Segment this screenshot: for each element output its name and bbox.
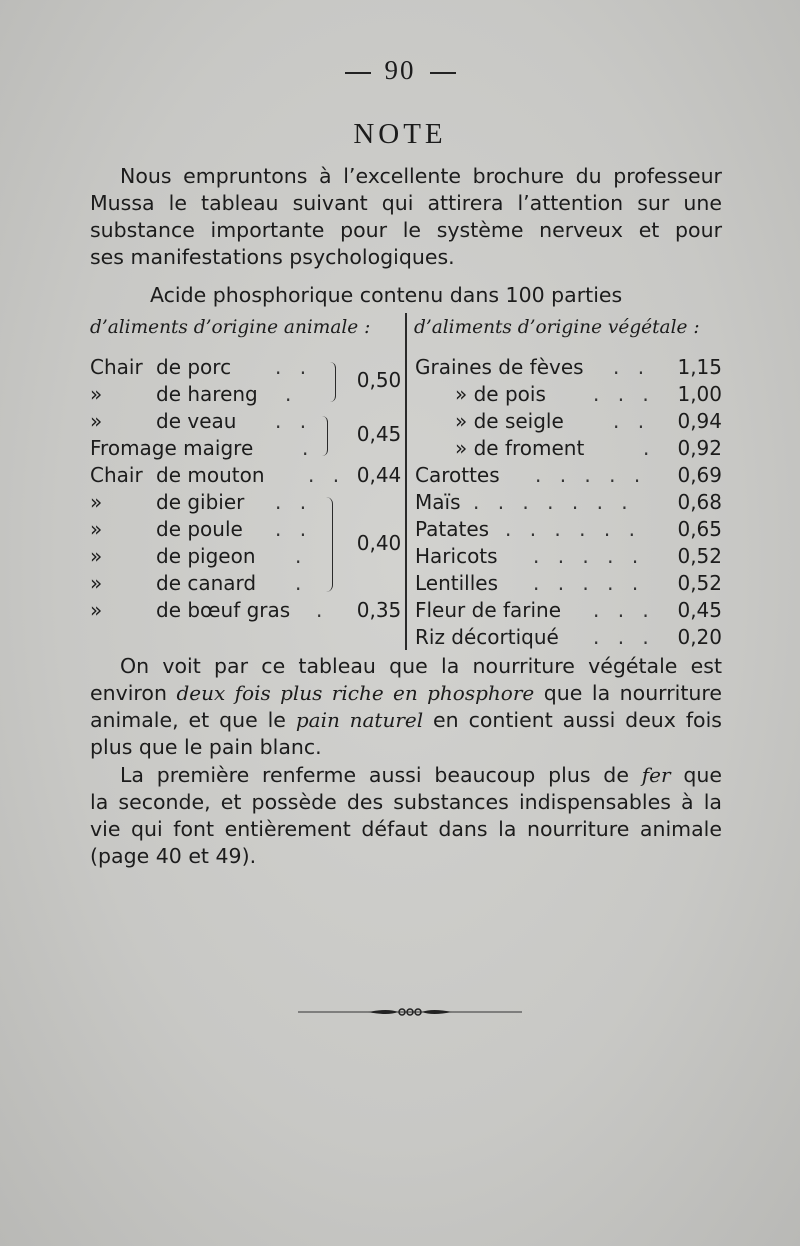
animal-row: Chair de porc . .	[90, 355, 313, 379]
vegetal-row: Carottes . . . . . 0,69	[415, 463, 722, 487]
group-brace	[326, 497, 333, 592]
animal-row: » de gibier . .	[90, 490, 313, 514]
dash-left	[345, 72, 371, 74]
table-title: Acide phosphorique contenu dans 100 parties	[150, 283, 623, 307]
group-brace	[330, 362, 336, 402]
vegetal-row: » de froment . 0,92	[455, 436, 722, 460]
group-brace	[322, 416, 328, 456]
animal-row: » de canard .	[90, 571, 308, 595]
animal-row: » de hareng .	[90, 382, 298, 406]
animal-row: Chair de mouton . .	[90, 463, 346, 487]
animal-row: » de bœuf gras .	[90, 598, 329, 622]
animal-row: » de pigeon .	[90, 544, 308, 568]
column-divider	[405, 313, 407, 650]
intro-line: Mussa le tableau suivant qui attirera l’attention sur une	[90, 191, 722, 215]
ornament-divider	[298, 1005, 522, 1019]
animal-value: 0,35	[356, 598, 402, 622]
vegetal-row: Fleur de farine . . . 0,45	[415, 598, 722, 622]
animal-value: 0,40	[356, 531, 402, 555]
page-number: 90	[0, 55, 800, 86]
animal-row: » de poule . .	[90, 517, 313, 541]
vegetal-row: » de pois . . . 1,00	[455, 382, 722, 406]
animal-value: 0,45	[356, 422, 402, 446]
dash-right	[430, 72, 456, 74]
animal-row: Fromage maigre .	[90, 436, 315, 460]
column-header-animal: d’aliments d’origine animale :	[90, 317, 371, 338]
iron-paragraph: La première renferme aussi beaucoup plus de fer que la seconde, et possède des substances indispensables à la vie qui font entièrement défaut dans la nourriture animale (page 40 et 49).	[90, 763, 722, 868]
vegetal-row: Haricots . . . . . 0,52	[415, 544, 722, 568]
intro-paragraph	[90, 163, 722, 271]
animal-row: » de veau . .	[90, 409, 313, 433]
note-title: NOTE	[353, 118, 447, 150]
animal-value: 0,44	[356, 463, 402, 487]
conclusion-paragraph: On voit par ce tableau que la nourriture végétale est environ deux fois plus riche en phosphore que la nourriture animale, et que le pain naturel en contient aussi deux fois plus que le pain blanc.	[90, 654, 722, 759]
column-header-vegetal: d’aliments d’origine végétale :	[414, 317, 700, 338]
vegetal-row: Patates . . . . . . 0,65	[415, 517, 722, 541]
intro-line: substance importante pour le système nerveux et pour	[90, 218, 722, 242]
vegetal-row: Maïs . . . . . . . 0,68	[415, 490, 722, 514]
intro-line: ses manifestations psychologiques.	[90, 245, 455, 269]
vegetal-row: Lentilles . . . . . 0,52	[415, 571, 722, 595]
vegetal-row: Graines de fèves . . 1,15	[415, 355, 722, 379]
intro-line: Nous empruntons à l’excellente brochure du professeur	[120, 164, 722, 188]
animal-value: 0,50	[356, 368, 402, 392]
vegetal-row: Riz décortiqué . . . 0,20	[415, 625, 722, 649]
vegetal-row: » de seigle . . 0,94	[455, 409, 722, 433]
